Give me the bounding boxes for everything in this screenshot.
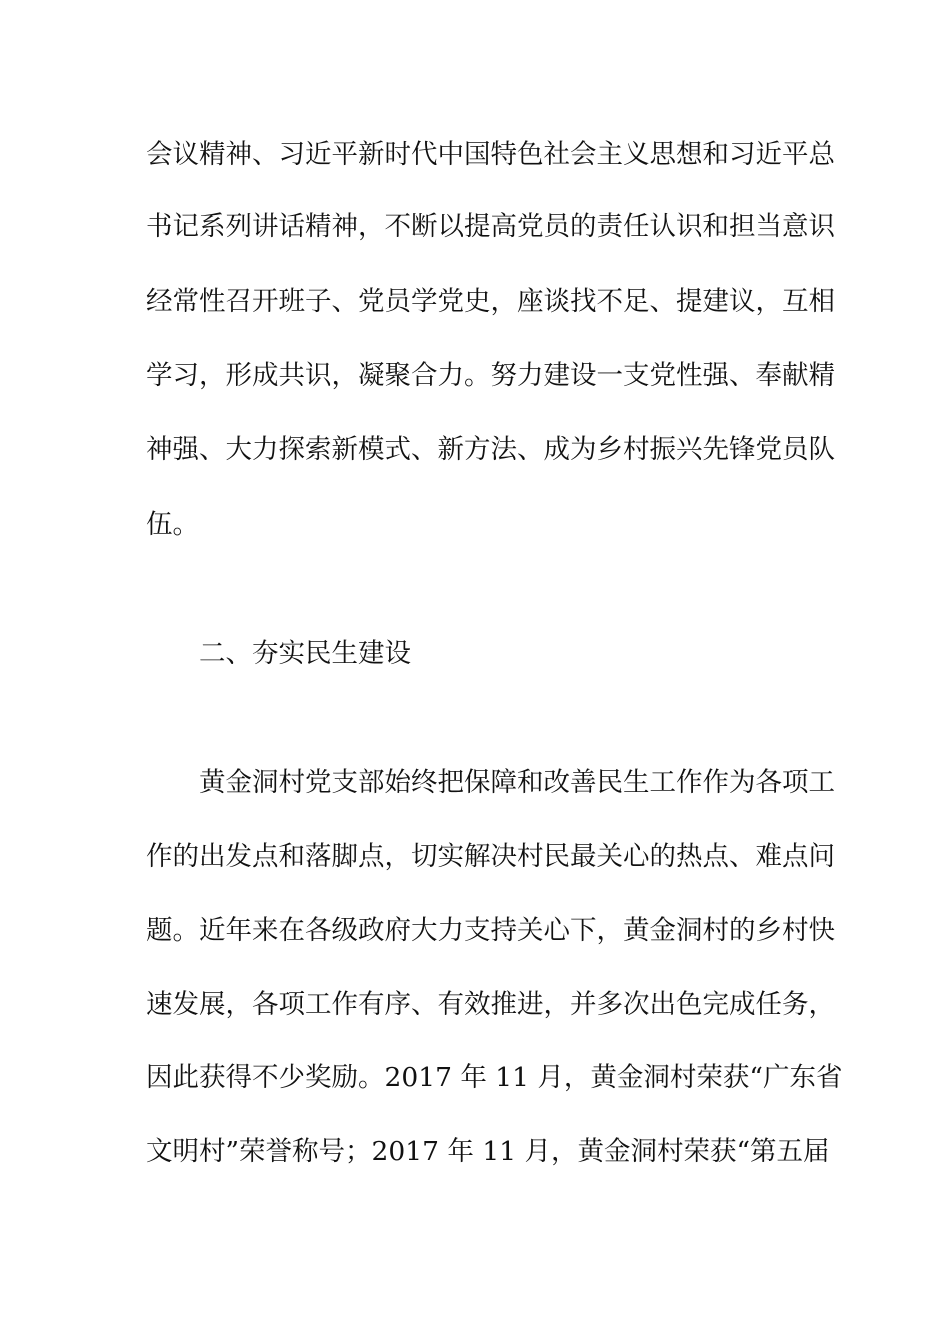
paragraph-2-line-1: 黄金洞村党支部始终把保障和改善民生工作作为各项工 (199, 767, 835, 798)
paragraph-1-line-5: 神强、大力探索新模式、新方法、成为乡村振兴先锋党员队 (146, 434, 835, 465)
paragraph-2-line-6: 文明村”荣誉称号；2017 年 11 月，黄金洞村荣获“第五届 (146, 1136, 830, 1167)
paragraph-2-line-2: 作的出发点和落脚点，切实解决村民最关心的热点、难点问 (146, 841, 835, 872)
paragraph-1-line-3: 经常性召开班子、党员学党史，座谈找不足、提建议，互相 (146, 286, 835, 317)
paragraph-1-line-6: 伍。 (146, 509, 199, 540)
paragraph-1-line-4: 学习，形成共识，凝聚合力。努力建设一支党性强、奉献精 (146, 360, 835, 391)
paragraph-1-line-1: 会议精神、习近平新时代中国特色社会主义思想和习近平总 (146, 139, 835, 170)
paragraph-2-line-5: 因此获得不少奖励。2017 年 11 月，黄金洞村荣获“广东省 (146, 1062, 843, 1093)
section-heading: 二、夯实民生建设 (199, 638, 411, 669)
paragraph-1-line-2: 书记系列讲话精神，不断以提高党员的责任认识和担当意识 (146, 211, 835, 242)
paragraph-2-line-3: 题。近年来在各级政府大力支持关心下，黄金洞村的乡村快 (146, 915, 835, 946)
paragraph-2-line-4: 速发展，各项工作有序、有效推进，并多次出色完成任务， (146, 989, 835, 1020)
